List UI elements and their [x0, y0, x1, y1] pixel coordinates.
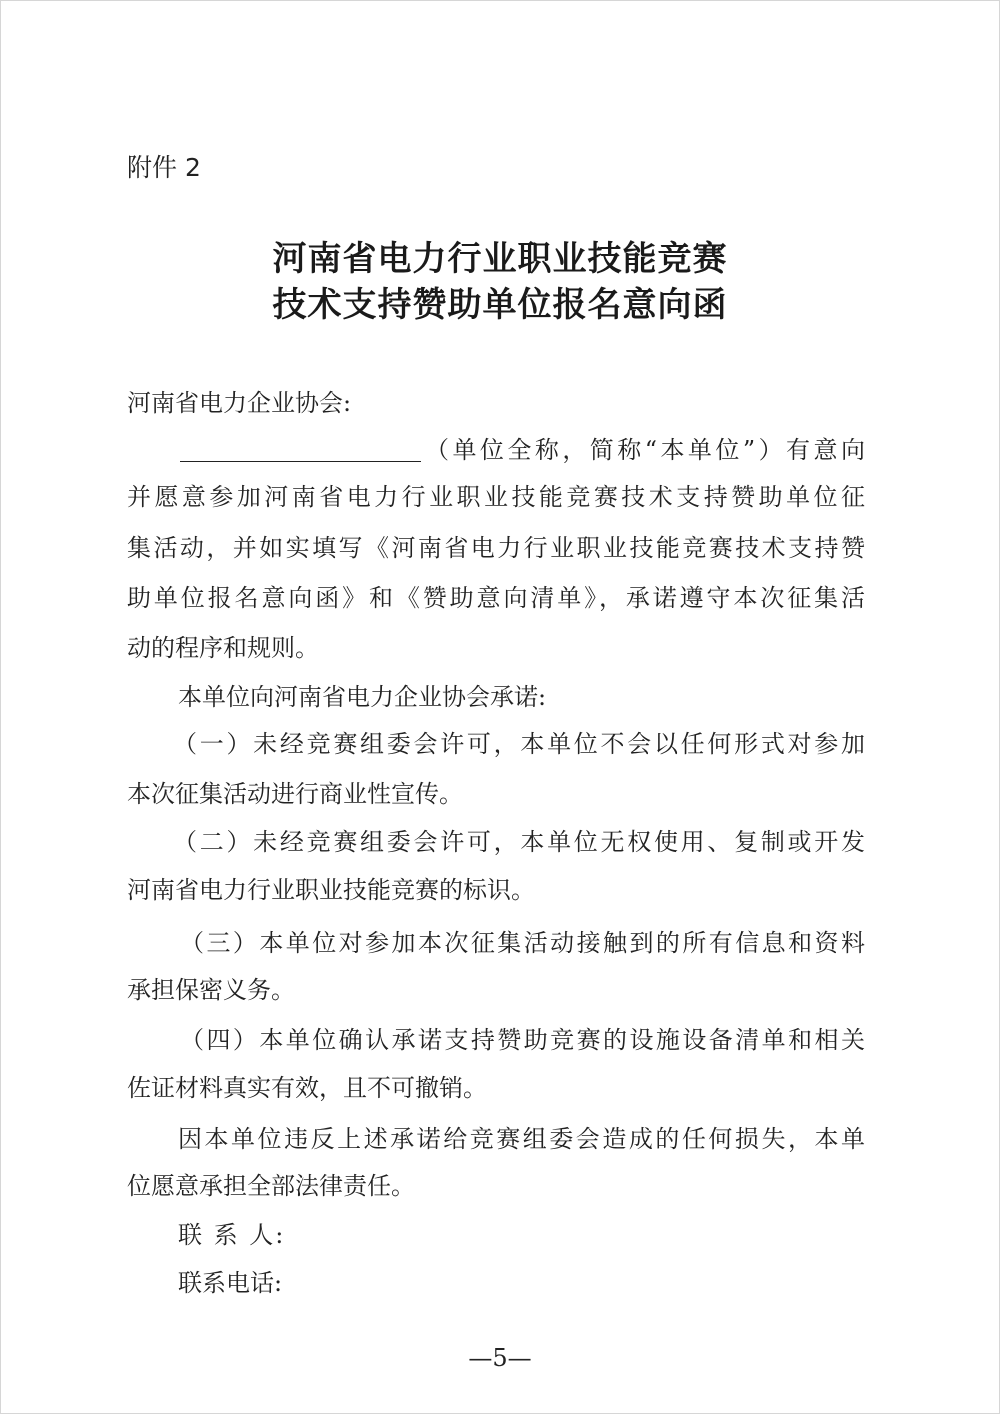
commitment-3-line-1: （三）本单位对参加本次征集活动接触到的所有信息和资料	[180, 929, 865, 957]
commitment-3-line-2: 承担保密义务。	[127, 976, 295, 1004]
paragraph-2: 本单位向河南省电力企业协会承诺:	[178, 683, 547, 711]
paragraph-1-line-1: （单位全称，简称“本单位”）有意向	[425, 436, 865, 464]
commitment-4-line-2: 佐证材料真实有效，且不可撤销。	[127, 1074, 487, 1102]
attachment-label: 附件 2	[127, 153, 201, 182]
addressee: 河南省电力企业协会:	[127, 389, 352, 417]
commitment-2-line-1: （二）未经竞赛组委会许可，本单位无权使用、复制或开发	[173, 828, 865, 856]
commitment-2-line-2: 河南省电力行业职业技能竞赛的标识。	[127, 876, 535, 904]
paragraph-1-line-5: 动的程序和规则。	[127, 634, 319, 662]
commitment-1-line-1: （一）未经竞赛组委会许可，本单位不会以任何形式对参加	[173, 730, 865, 758]
unit-name-blank	[180, 461, 421, 462]
paragraph-3-line-2: 位愿意承担全部法律责任。	[127, 1172, 415, 1200]
paragraph-1-line-2: 并愿意参加河南省电力行业职业技能竞赛技术支持赞助单位征	[127, 483, 865, 511]
document-title-line2: 技术支持赞助单位报名意向函	[272, 285, 728, 325]
contact-person-label: 联 系 人:	[178, 1221, 286, 1249]
contact-phone-label: 联系电话:	[178, 1269, 283, 1297]
page-number: —5—	[468, 1344, 532, 1372]
commitment-4-line-1: （四）本单位确认承诺支持赞助竞赛的设施设备清单和相关	[180, 1026, 865, 1054]
commitment-1-line-2: 本次征集活动进行商业性宣传。	[127, 780, 463, 808]
paragraph-1-line-3: 集活动，并如实填写《河南省电力行业职业技能竞赛技术支持赞	[127, 534, 865, 562]
paragraph-1-line-4: 助单位报名意向函》和《赞助意向清单》，承诺遵守本次征集活	[127, 584, 865, 612]
document-title-line1: 河南省电力行业职业技能竞赛	[272, 239, 728, 279]
paragraph-3-line-1: 因本单位违反上述承诺给竞赛组委会造成的任何损失，本单	[178, 1125, 865, 1153]
